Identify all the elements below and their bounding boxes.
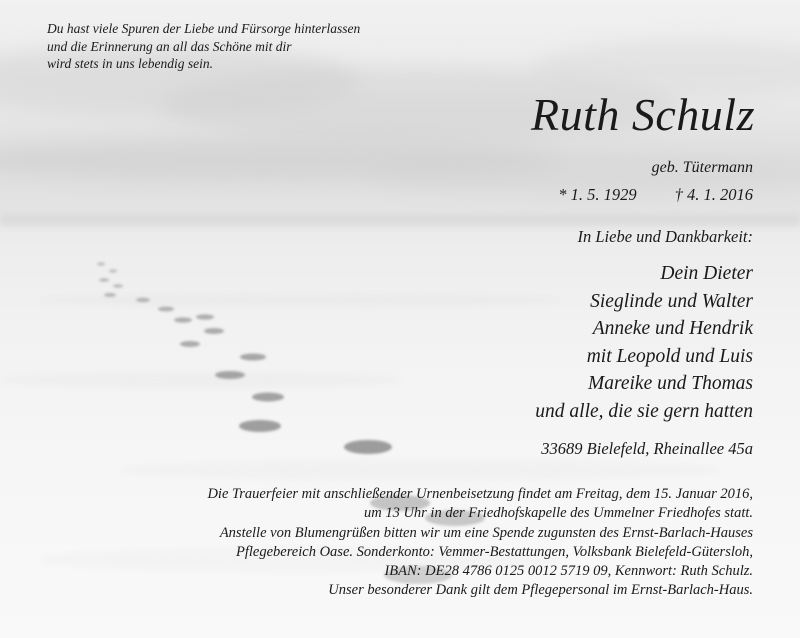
verse-line: wird stets in uns lebendig sein. bbox=[47, 56, 213, 71]
verse-line: Du hast viele Spuren der Liebe und Fürsorge hinterlassen bbox=[47, 21, 361, 36]
donation-info-line: Anstelle von Blumengrüßen bitten wir um eine Spende zugunsten des Ernst-Barlach-Hauses bbox=[219, 524, 753, 541]
deceased-name: Ruth Schulz bbox=[531, 89, 755, 140]
verse-line: und die Erinnerung an all das Schöne mit dir bbox=[47, 38, 292, 54]
donation-info-line: Pflegebereich Oase. Sonderkonto: Vemmer-Bestattungen, Volksbank Bielefeld-Gütersloh, bbox=[235, 543, 753, 560]
mourners-intro: In Liebe und Dankbarkeit: bbox=[577, 227, 753, 246]
mourner-line: Sieglinde und Walter bbox=[590, 290, 753, 312]
thanks-line: Unser besonderer Dank gilt dem Pflegepersonal im Ernst-Barlach-Haus. bbox=[328, 582, 753, 599]
family-address: 33689 Bielefeld, Rheinallee 45a bbox=[541, 439, 753, 458]
mourner-line: und alle, die sie gern hatten bbox=[535, 400, 753, 422]
funeral-info-line: um 13 Uhr in der Friedhofskapelle des Ummelner Friedhofes statt. bbox=[363, 505, 753, 522]
mourner-line: Dein Dieter bbox=[660, 263, 753, 284]
death-date: † 4. 1. 2016 bbox=[674, 185, 753, 204]
funeral-info-line: Die Trauerfeier mit anschließender Urnenbeisetzung findet am Freitag, dem 15. Januar 2016, bbox=[207, 486, 753, 502]
funeral-information bbox=[207, 485, 753, 601]
life-dates bbox=[558, 184, 753, 206]
mourner-line: Mareike und Thomas bbox=[587, 373, 753, 394]
mourners-list bbox=[535, 260, 753, 425]
horizon-line bbox=[0, 214, 800, 226]
mourner-line: Anneke und Hendrik bbox=[592, 318, 753, 339]
opening-verse bbox=[47, 20, 360, 73]
birth-date: * 1. 5. 1929 bbox=[558, 185, 637, 204]
mourner-line: mit Leopold und Luis bbox=[586, 345, 753, 367]
bank-details-line: IBAN: DE28 4786 0125 0012 5719 09, Kennwort: Ruth Schulz. bbox=[384, 563, 753, 580]
maiden-name: geb. Tütermann bbox=[651, 159, 753, 176]
